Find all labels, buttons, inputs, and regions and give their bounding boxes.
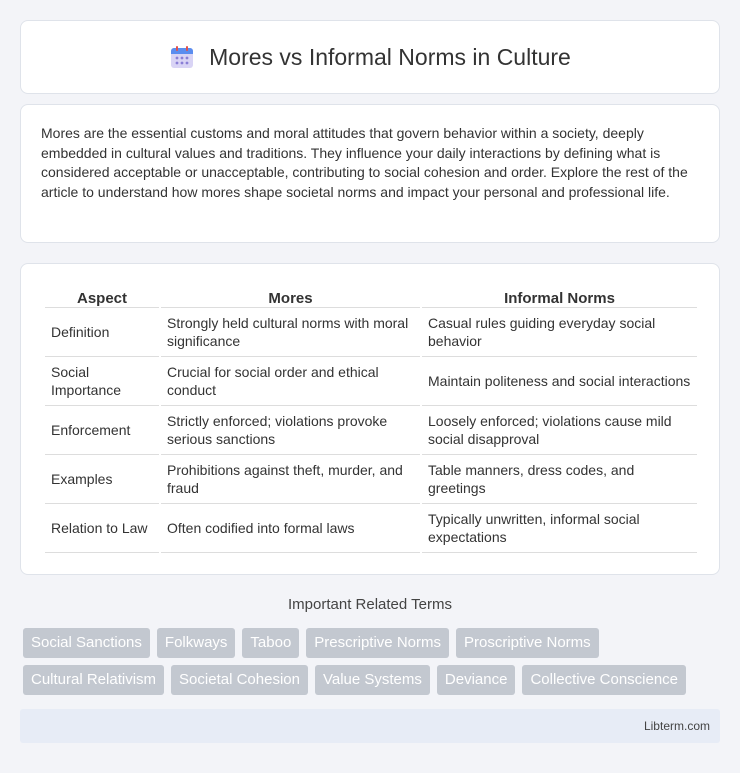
intro-paragraph: Mores are the essential customs and moral attitudes that govern behavior within a society, deeply embedded in cultural values and traditions. They influence your daily interactions by defining what is considered acceptable or unacceptable, contributing to social cohesion and order. Explore the rest of the article to understand how mores shape societal norms and impact your personal and professional life. [41,125,688,200]
table-row [45,357,697,406]
cell-aspect: Enforcement [45,406,159,455]
tag-proscriptive-norms[interactable]: Proscriptive Norms [456,628,599,658]
tag-cultural-relativism[interactable]: Cultural Relativism [23,665,164,695]
tag-collective-conscience[interactable]: Collective Conscience [522,665,686,695]
tag-taboo[interactable]: Taboo [242,628,299,658]
header-informal-norms: Informal Norms [422,284,697,308]
cell-mores: Often codified into formal laws [161,504,420,553]
cell-mores: Crucial for social order and ethical conduct [161,357,420,406]
cell-mores: Strictly enforced; violations provoke serious sanctions [161,406,420,455]
cell-informal: Typically unwritten, informal social expectations [422,504,697,553]
footer [20,709,720,743]
cell-aspect: Social Importance [45,357,159,406]
tag-folkways[interactable]: Folkways [157,628,236,658]
cell-informal: Loosely enforced; violations cause mild social disapproval [422,406,697,455]
header-aspect: Aspect [45,284,159,308]
header-mores: Mores [161,284,420,308]
comparison-table [43,284,699,553]
tag-value-systems[interactable]: Value Systems [315,665,430,695]
title-card [20,20,720,94]
cell-mores: Prohibitions against theft, murder, and fraud [161,455,420,504]
tag-social-sanctions[interactable]: Social Sanctions [23,628,150,658]
tag-societal-cohesion[interactable]: Societal Cohesion [171,665,308,695]
page-title: Mores vs Informal Norms in Culture [209,43,571,70]
tag-deviance[interactable]: Deviance [437,665,516,695]
cell-aspect: Definition [45,308,159,357]
comparison-card [20,263,720,575]
cell-mores: Strongly held cultural norms with moral significance [161,308,420,357]
cell-informal: Casual rules guiding everyday social behavior [422,308,697,357]
table-row [45,308,697,357]
calendar-icon [169,44,195,70]
table-header-row [45,284,697,308]
related-terms-title: Important Related Terms [288,596,452,613]
cell-aspect: Examples [45,455,159,504]
intro-card [20,104,720,243]
cell-aspect: Relation to Law [45,504,159,553]
cell-informal: Table manners, dress codes, and greetings [422,455,697,504]
table-row [45,406,697,455]
footer-site-link[interactable]: Libterm.com [643,719,710,733]
related-terms-list [23,628,723,695]
table-row [45,504,697,553]
table-row [45,455,697,504]
cell-informal: Maintain politeness and social interactions [422,357,697,406]
tag-prescriptive-norms[interactable]: Prescriptive Norms [306,628,449,658]
